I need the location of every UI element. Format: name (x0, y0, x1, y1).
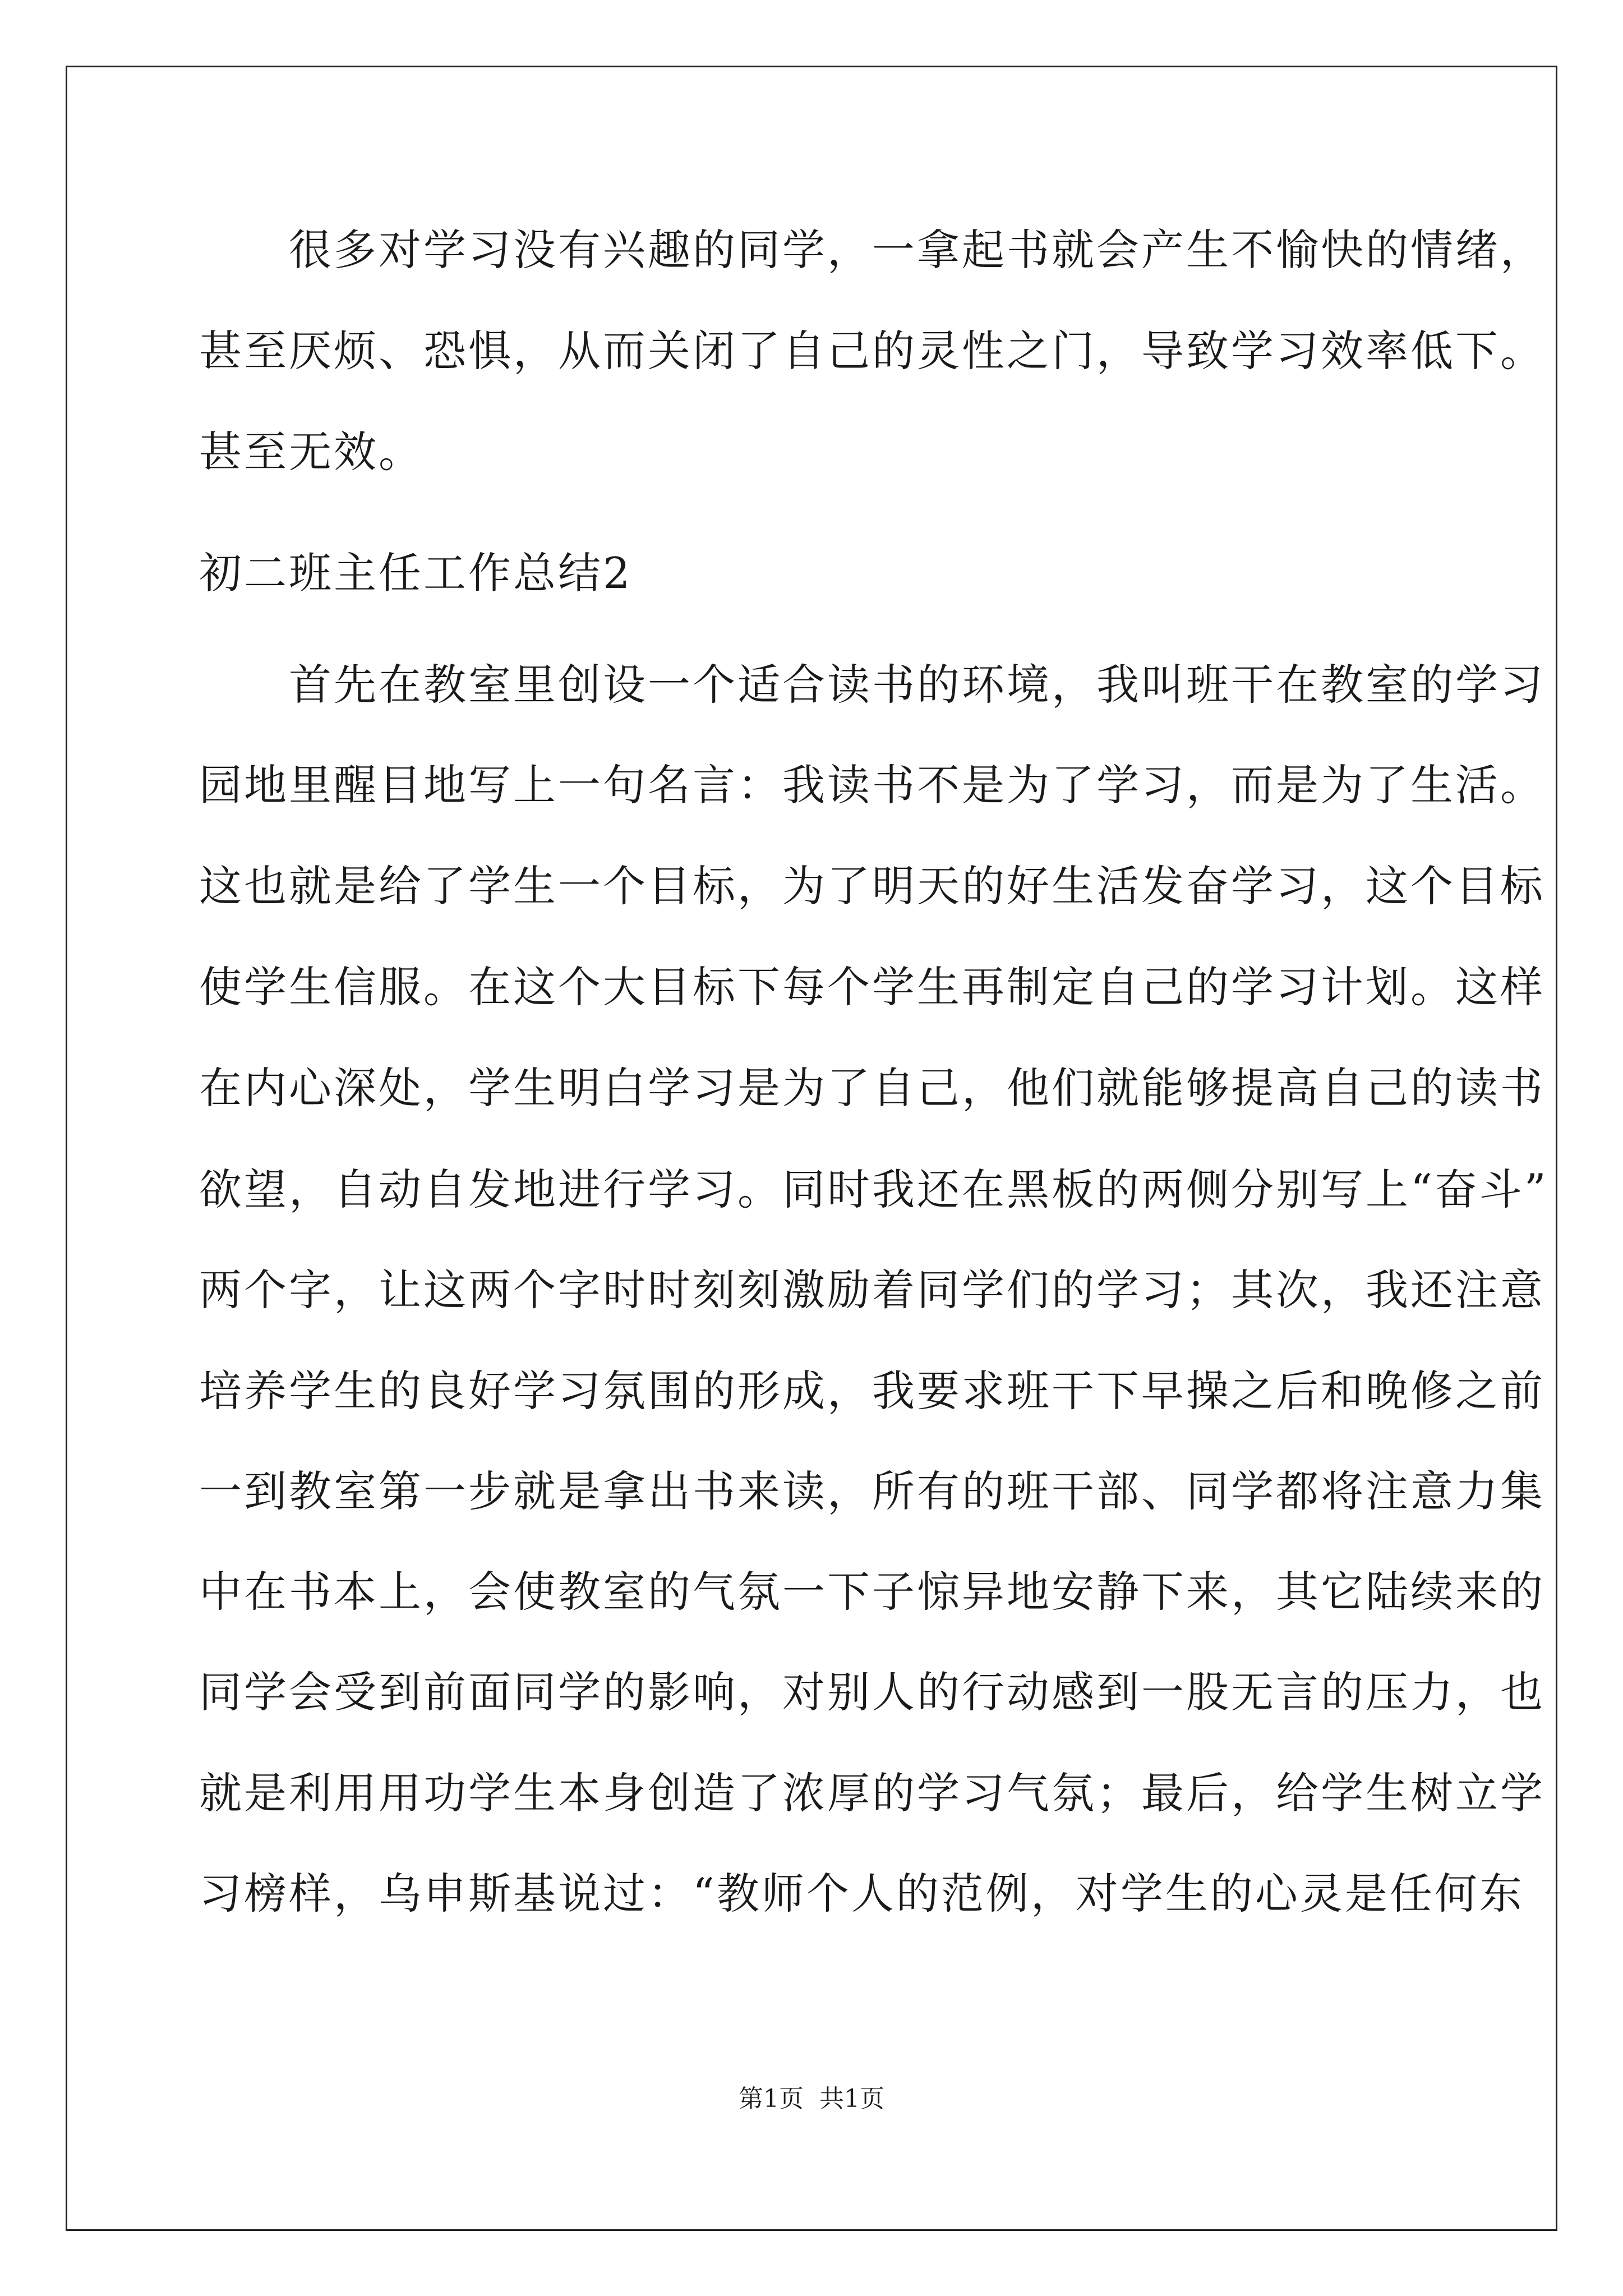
text-line-5: 首先在教室里创设一个适合读书的环境，我叫班干在教室的学习 (199, 660, 1545, 710)
text-line-15: 同学会受到前面同学的影响，对别人的行动感到一股无言的压力，也 (199, 1667, 1545, 1717)
text-line-11: 两个字，让这两个字时时刻刻激励着同学们的学习；其次，我还注意 (199, 1265, 1545, 1315)
text-line-17: 习榜样，乌申斯基说过：“教师个人的范例，对学生的心灵是任何东 (199, 1869, 1524, 1918)
page-number: 第1页 (739, 2085, 804, 2113)
text-line-12: 培养学生的良好学习氛围的形成，我要求班干下早操之后和晚修之前 (199, 1366, 1545, 1416)
text-line-9: 在内心深处，学生明白学习是为了自己，他们就能够提高自己的读书 (199, 1063, 1545, 1113)
text-line-3: 甚至无效。 (199, 427, 423, 477)
text-line-2: 甚至厌烦、恐惧，从而关闭了自己的灵性之门，导致学习效率低下。 (199, 326, 1545, 376)
page-footer (0, 2078, 1623, 2114)
text-line-6: 园地里醒目地写上一句名言：我读书不是为了学习，而是为了生活。 (199, 760, 1545, 810)
text-line-8: 使学生信服。在这个大目标下每个学生再制定自己的学习计划。这样 (199, 962, 1545, 1012)
text-line-16: 就是利用用功学生本身创造了浓厚的学习气氛；最后，给学生树立学 (199, 1768, 1545, 1818)
text-line-1: 很多对学习没有兴趣的同学，一拿起书就会产生不愉快的情绪， (199, 225, 1545, 275)
section-heading: 初二班主任工作总结2 (199, 548, 633, 598)
text-line-10: 欲望，自动自发地进行学习。同时我还在黑板的两侧分别写上“奋斗” (199, 1165, 1548, 1214)
text-line-14: 中在书本上，会使教室的气氛一下子惊异地安静下来，其它陆续来的 (199, 1567, 1545, 1617)
page-total: 共1页 (819, 2085, 884, 2113)
text-line-13: 一到教室第一步就是拿出书来读，所有的班干部、同学都将注意力集 (199, 1466, 1545, 1516)
text-line-7: 这也就是给了学生一个目标，为了明天的好生活发奋学习，这个目标 (199, 861, 1545, 911)
